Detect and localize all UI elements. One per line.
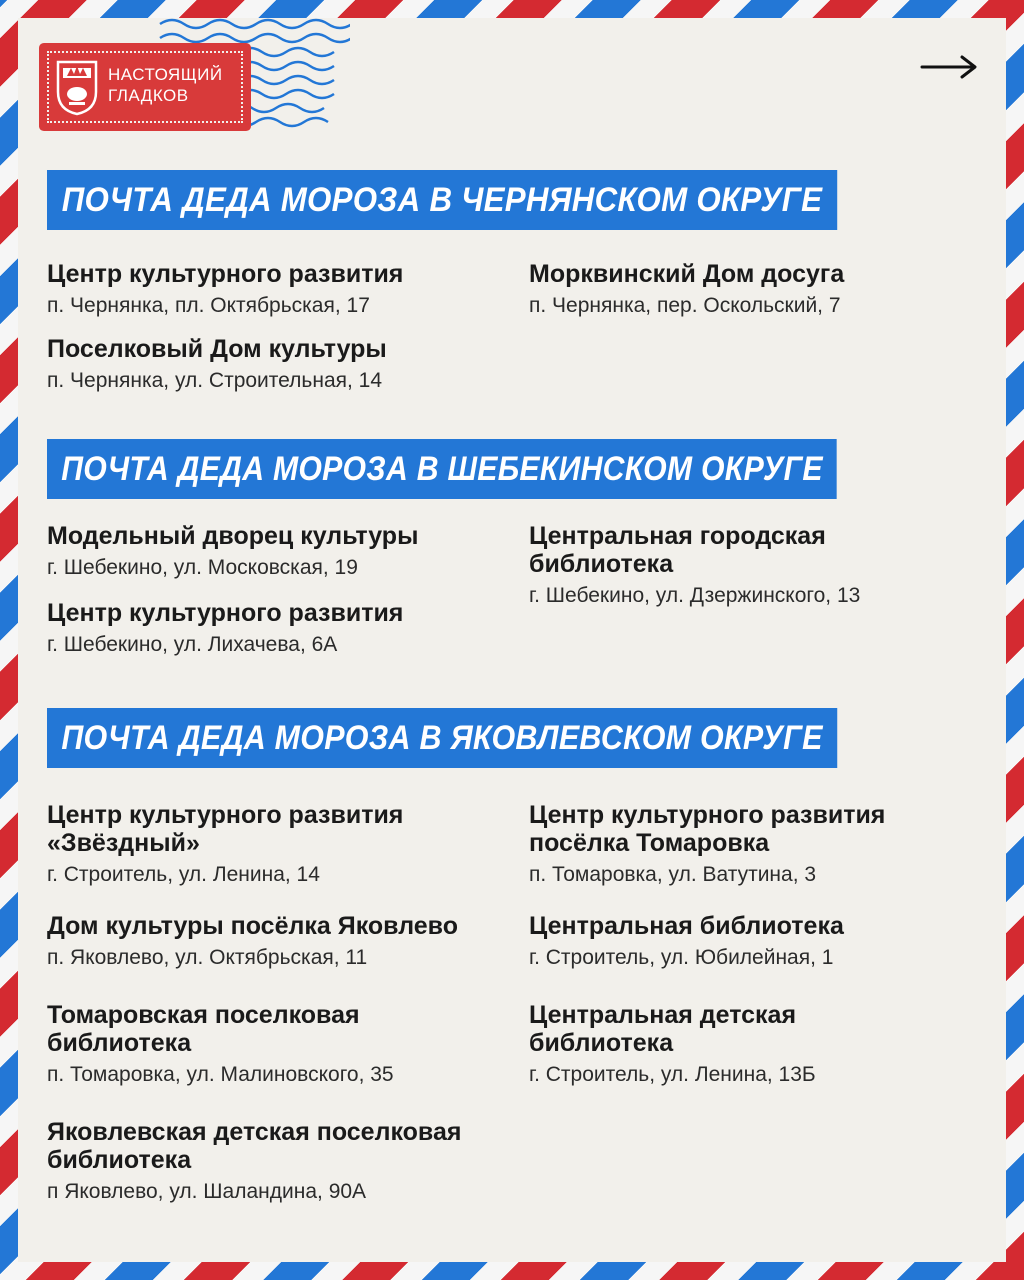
venue-address: п. Яковлево, ул. Октябрьская, 11 [47,946,368,969]
venue-address: п. Чернянка, пл. Октябрьская, 17 [47,294,370,317]
venue-name: Морквинский Дом досуга [529,260,845,288]
venue-name: Центральная детская библиотека [529,1001,797,1057]
venue-name: Центральная библиотека [529,912,844,940]
venue-address: п. Чернянка, пер. Оскольский, 7 [529,294,841,317]
venue-address: г. Шебекино, ул. Лихачева, 6А [47,633,338,656]
section-title-chernyansky: ПОЧТА ДЕДА МОРОЗА В ЧЕРНЯНСКОМ ОКРУГЕ [47,170,837,230]
venue-name: Дом культуры посёлка Яковлево [47,912,458,940]
venue-card [47,522,507,581]
venue-card [47,260,507,319]
logo-stamp [42,46,248,128]
logo-text [108,64,223,106]
venue-address: п. Томаровка, ул. Малиновского, 35 [47,1063,394,1086]
venue-card [47,1001,447,1088]
venue-address: г. Строитель, ул. Юбилейная, 1 [529,946,834,969]
venue-name: Центр культурного развития [47,260,404,288]
venue-card [47,335,507,394]
venue-card [47,1118,517,1205]
section-title-yakovlevsky: ПОЧТА ДЕДА МОРОЗА В ЯКОВЛЕВСКОМ ОКРУГЕ [47,708,837,768]
logo-line-1: НАСТОЯЩИЙ [108,65,223,84]
venue-name: Яковлевская детская поселковая библиотека [47,1118,462,1174]
venue-address: п. Чернянка, ул. Строительная, 14 [47,369,383,392]
section-title-shebekinsky: ПОЧТА ДЕДА МОРОЗА В ШЕБЕКИНСКОМ ОКРУГЕ [47,439,837,499]
venue-card [529,912,989,971]
venue-name: Томаровская поселковая библиотека [47,1001,360,1057]
venue-name: Модельный дворец культуры [47,522,419,550]
venue-card [47,599,507,658]
venue-card [47,801,487,888]
venue-card [529,522,929,609]
venue-address: г. Шебекино, ул. Московская, 19 [47,556,358,579]
venue-address: п Яковлево, ул. Шаландина, 90А [47,1180,367,1203]
venue-name: Центр культурного развития «Звёздный» [47,801,404,857]
venue-card [529,260,989,319]
coat-of-arms-icon [56,58,98,116]
logo-line-2: ГЛАДКОВ [108,86,189,105]
venue-name: Поселковый Дом культуры [47,335,387,363]
venue-name: Центральная городская библиотека [529,522,826,578]
venue-card [47,912,507,971]
venue-name: Центр культурного развития посёлка Томаровка [529,801,886,857]
venue-address: п. Томаровка, ул. Ватутина, 3 [529,863,817,886]
venue-name: Центр культурного развития [47,599,404,627]
venue-address: г. Строитель, ул. Ленина, 13Б [529,1063,816,1086]
venue-address: г. Строитель, ул. Ленина, 14 [47,863,320,886]
arrow-right-icon[interactable] [918,52,980,82]
venue-address: г. Шебекино, ул. Дзержинского, 13 [529,584,861,607]
venue-card [529,801,949,888]
venue-card [529,1001,889,1088]
